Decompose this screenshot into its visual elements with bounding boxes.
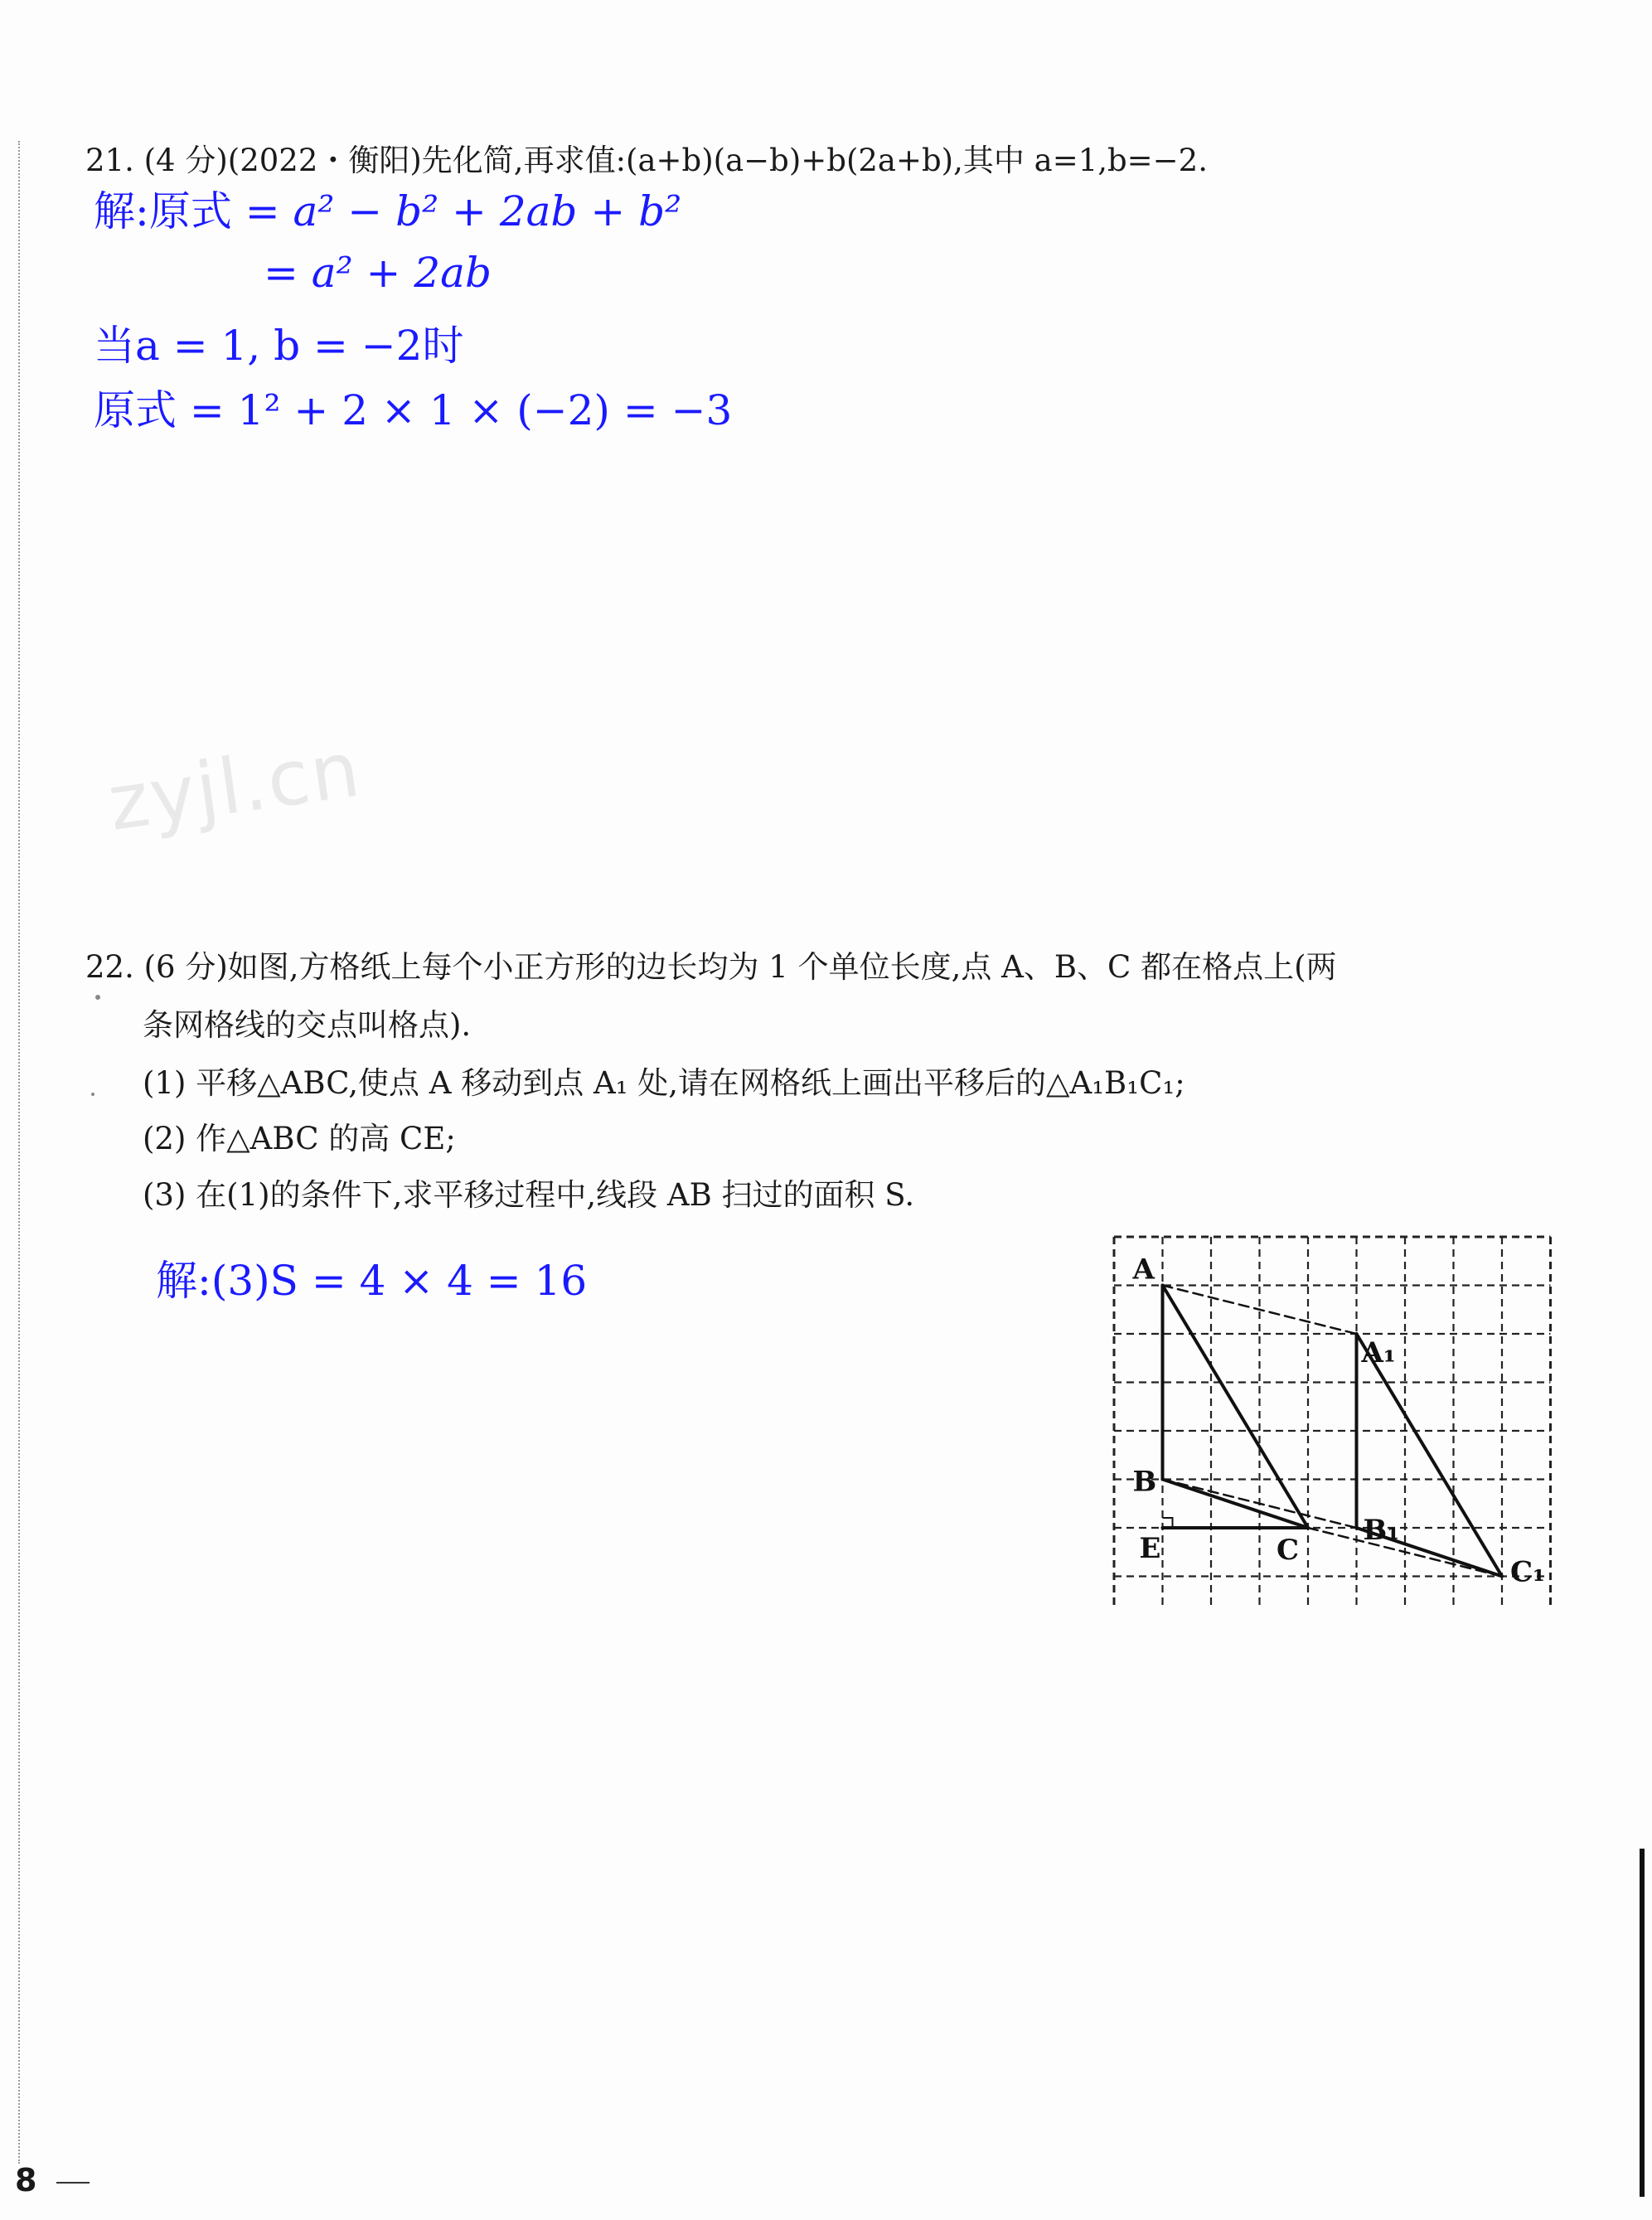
q22-part3: (3) 在(1)的条件下,求平移过程中,线段 AB 扫过的面积 S. <box>143 1177 915 1213</box>
label-a: A <box>1132 1253 1155 1287</box>
label-c1: C₁ <box>1510 1555 1545 1589</box>
scan-speck <box>91 1093 94 1096</box>
q21-answer-line3: 当a = 1, b = −2时 <box>94 322 464 370</box>
label-b: B <box>1132 1465 1157 1499</box>
q22-prompt-line2: 条网格线的交点叫格点). <box>143 1007 472 1043</box>
scan-speck <box>95 995 100 1000</box>
grid-figure <box>1102 1225 1558 1607</box>
label-b1: B₁ <box>1363 1514 1400 1547</box>
page-edge-shadow <box>1640 1849 1645 2197</box>
label-e: E <box>1139 1532 1161 1565</box>
q21-answer-line2-text: = a² + 2ab <box>264 249 492 297</box>
q22-part2: (2) 作△ABC 的高 CE; <box>143 1121 456 1156</box>
q21-prompt: 21. (4 分)(2022・衡阳)先化简,再求值:(a+b)(a−b)+b(2a+b),其中 a=1,b=−2. <box>85 143 1208 178</box>
label-a1: A₁ <box>1361 1336 1396 1369</box>
page-number-dash <box>56 2182 90 2184</box>
segment-bc <box>1163 1480 1309 1529</box>
q21-answer-line1-prefix: 解:原式 = <box>94 187 280 235</box>
q22-prompt-line1: 22. (6 分)如图,方格纸上每个小正方形的边长均为 1 个单位长度,点 A、B、C 都在格点上(两 <box>85 949 1337 985</box>
q22-part1: (1) 平移△ABC,使点 A 移动到点 A₁ 处,请在网格纸上画出平移后的△A₁B₁C₁; <box>143 1065 1185 1101</box>
binding-margin-line <box>18 141 20 2164</box>
segment-ac <box>1163 1286 1309 1529</box>
q22-answer: 解:(3)S = 4 × 4 = 16 <box>156 1257 588 1305</box>
translation-path-c <box>1308 1528 1502 1577</box>
page-number: 8 <box>15 2162 37 2198</box>
grid-labels <box>1132 1253 1545 1589</box>
label-c: C <box>1277 1534 1300 1567</box>
q21-answer-line1-expr: a² − b² + 2ab + b² <box>293 187 682 235</box>
q21-answer-line2 <box>264 249 492 297</box>
watermark: zyjl.cn <box>103 725 366 848</box>
q21-answer-line4: 原式 = 1² + 2 × 1 × (−2) = −3 <box>94 386 733 434</box>
q21-answer-line1 <box>94 178 681 238</box>
